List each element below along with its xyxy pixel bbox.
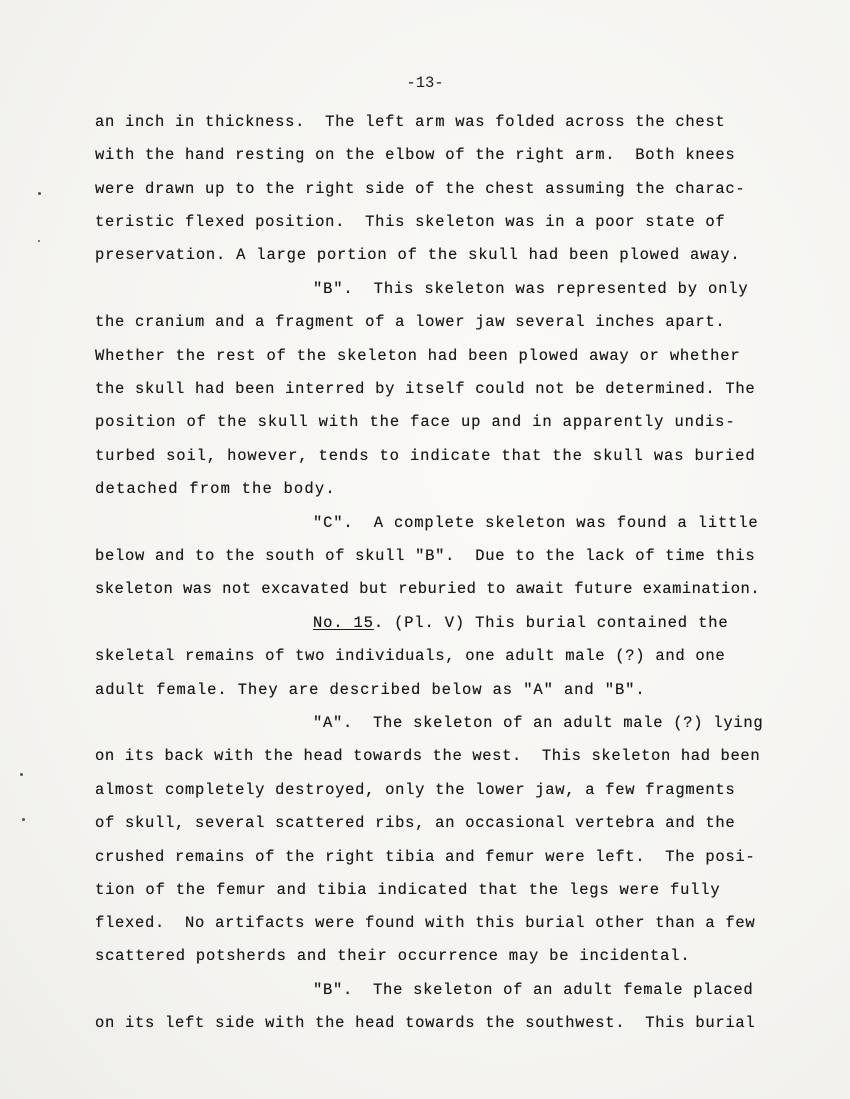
burial-number: No. 15: [313, 614, 374, 632]
text-line: "C". A complete skeleton was found a little: [313, 514, 759, 532]
text-line: teristic flexed position. This skeleton was in a poor state of: [95, 213, 726, 231]
text-line: preservation. A large portion of the skull had been plowed away.: [95, 246, 741, 264]
text-line: were drawn up to the right side of the chest assuming the charac-: [95, 180, 746, 198]
text-line: No. 15. (Pl. V) This burial contained the: [313, 614, 729, 632]
text-line: skeletal remains of two individuals, one adult male (?) and one: [95, 647, 726, 665]
text-line: position of the skull with the face up and in apparently undis-: [95, 413, 736, 431]
paper-speck: [22, 818, 25, 821]
text-line: on its back with the head towards the west. This skeleton had been: [95, 747, 761, 765]
text-line: below and to the south of skull "B". Due to the lack of time this: [95, 547, 756, 565]
paper-speck: [38, 240, 40, 242]
text-line: Whether the rest of the skeleton had been plowed away or whether: [95, 347, 741, 365]
text-line: adult female. They are described below as "A" and "B".: [95, 681, 646, 699]
text-line: flexed. No artifacts were found with this burial other than a few: [95, 914, 756, 932]
text-line: on its left side with the head towards the southwest. This burial: [95, 1014, 756, 1032]
text-line: almost completely destroyed, only the lower jaw, a few fragments: [95, 781, 736, 799]
text-line: tion of the femur and tibia indicated that the legs were fully: [95, 881, 721, 899]
text-line: "A". The skeleton of an adult male (?) lying: [313, 714, 764, 732]
paper-speck: [20, 773, 23, 776]
paper-speck: [38, 192, 41, 195]
text-line: crushed remains of the right tibia and femur were left. The posi-: [95, 848, 756, 866]
text-line: detached from the body.: [95, 480, 336, 498]
text-line: the skull had been interred by itself could not be determined. The: [95, 380, 756, 398]
page-number: -13-: [406, 74, 444, 92]
text-line: scattered potsherds and their occurrence may be incidental.: [95, 947, 691, 965]
text-line: skeleton was not excavated but reburied to await future examination.: [95, 580, 761, 598]
text-line: "B". The skeleton of an adult female placed: [313, 981, 754, 999]
text-line: "B". This skeleton was represented by only: [313, 280, 749, 298]
text-line: turbed soil, however, tends to indicate that the skull was buried: [95, 447, 756, 465]
text-line: of skull, several scattered ribs, an occasional vertebra and the: [95, 814, 736, 832]
text-line: the cranium and a fragment of a lower jaw several inches apart.: [95, 313, 726, 331]
text-line: an inch in thickness. The left arm was folded across the chest: [95, 113, 726, 131]
text-line: with the hand resting on the elbow of the right arm. Both knees: [95, 146, 736, 164]
